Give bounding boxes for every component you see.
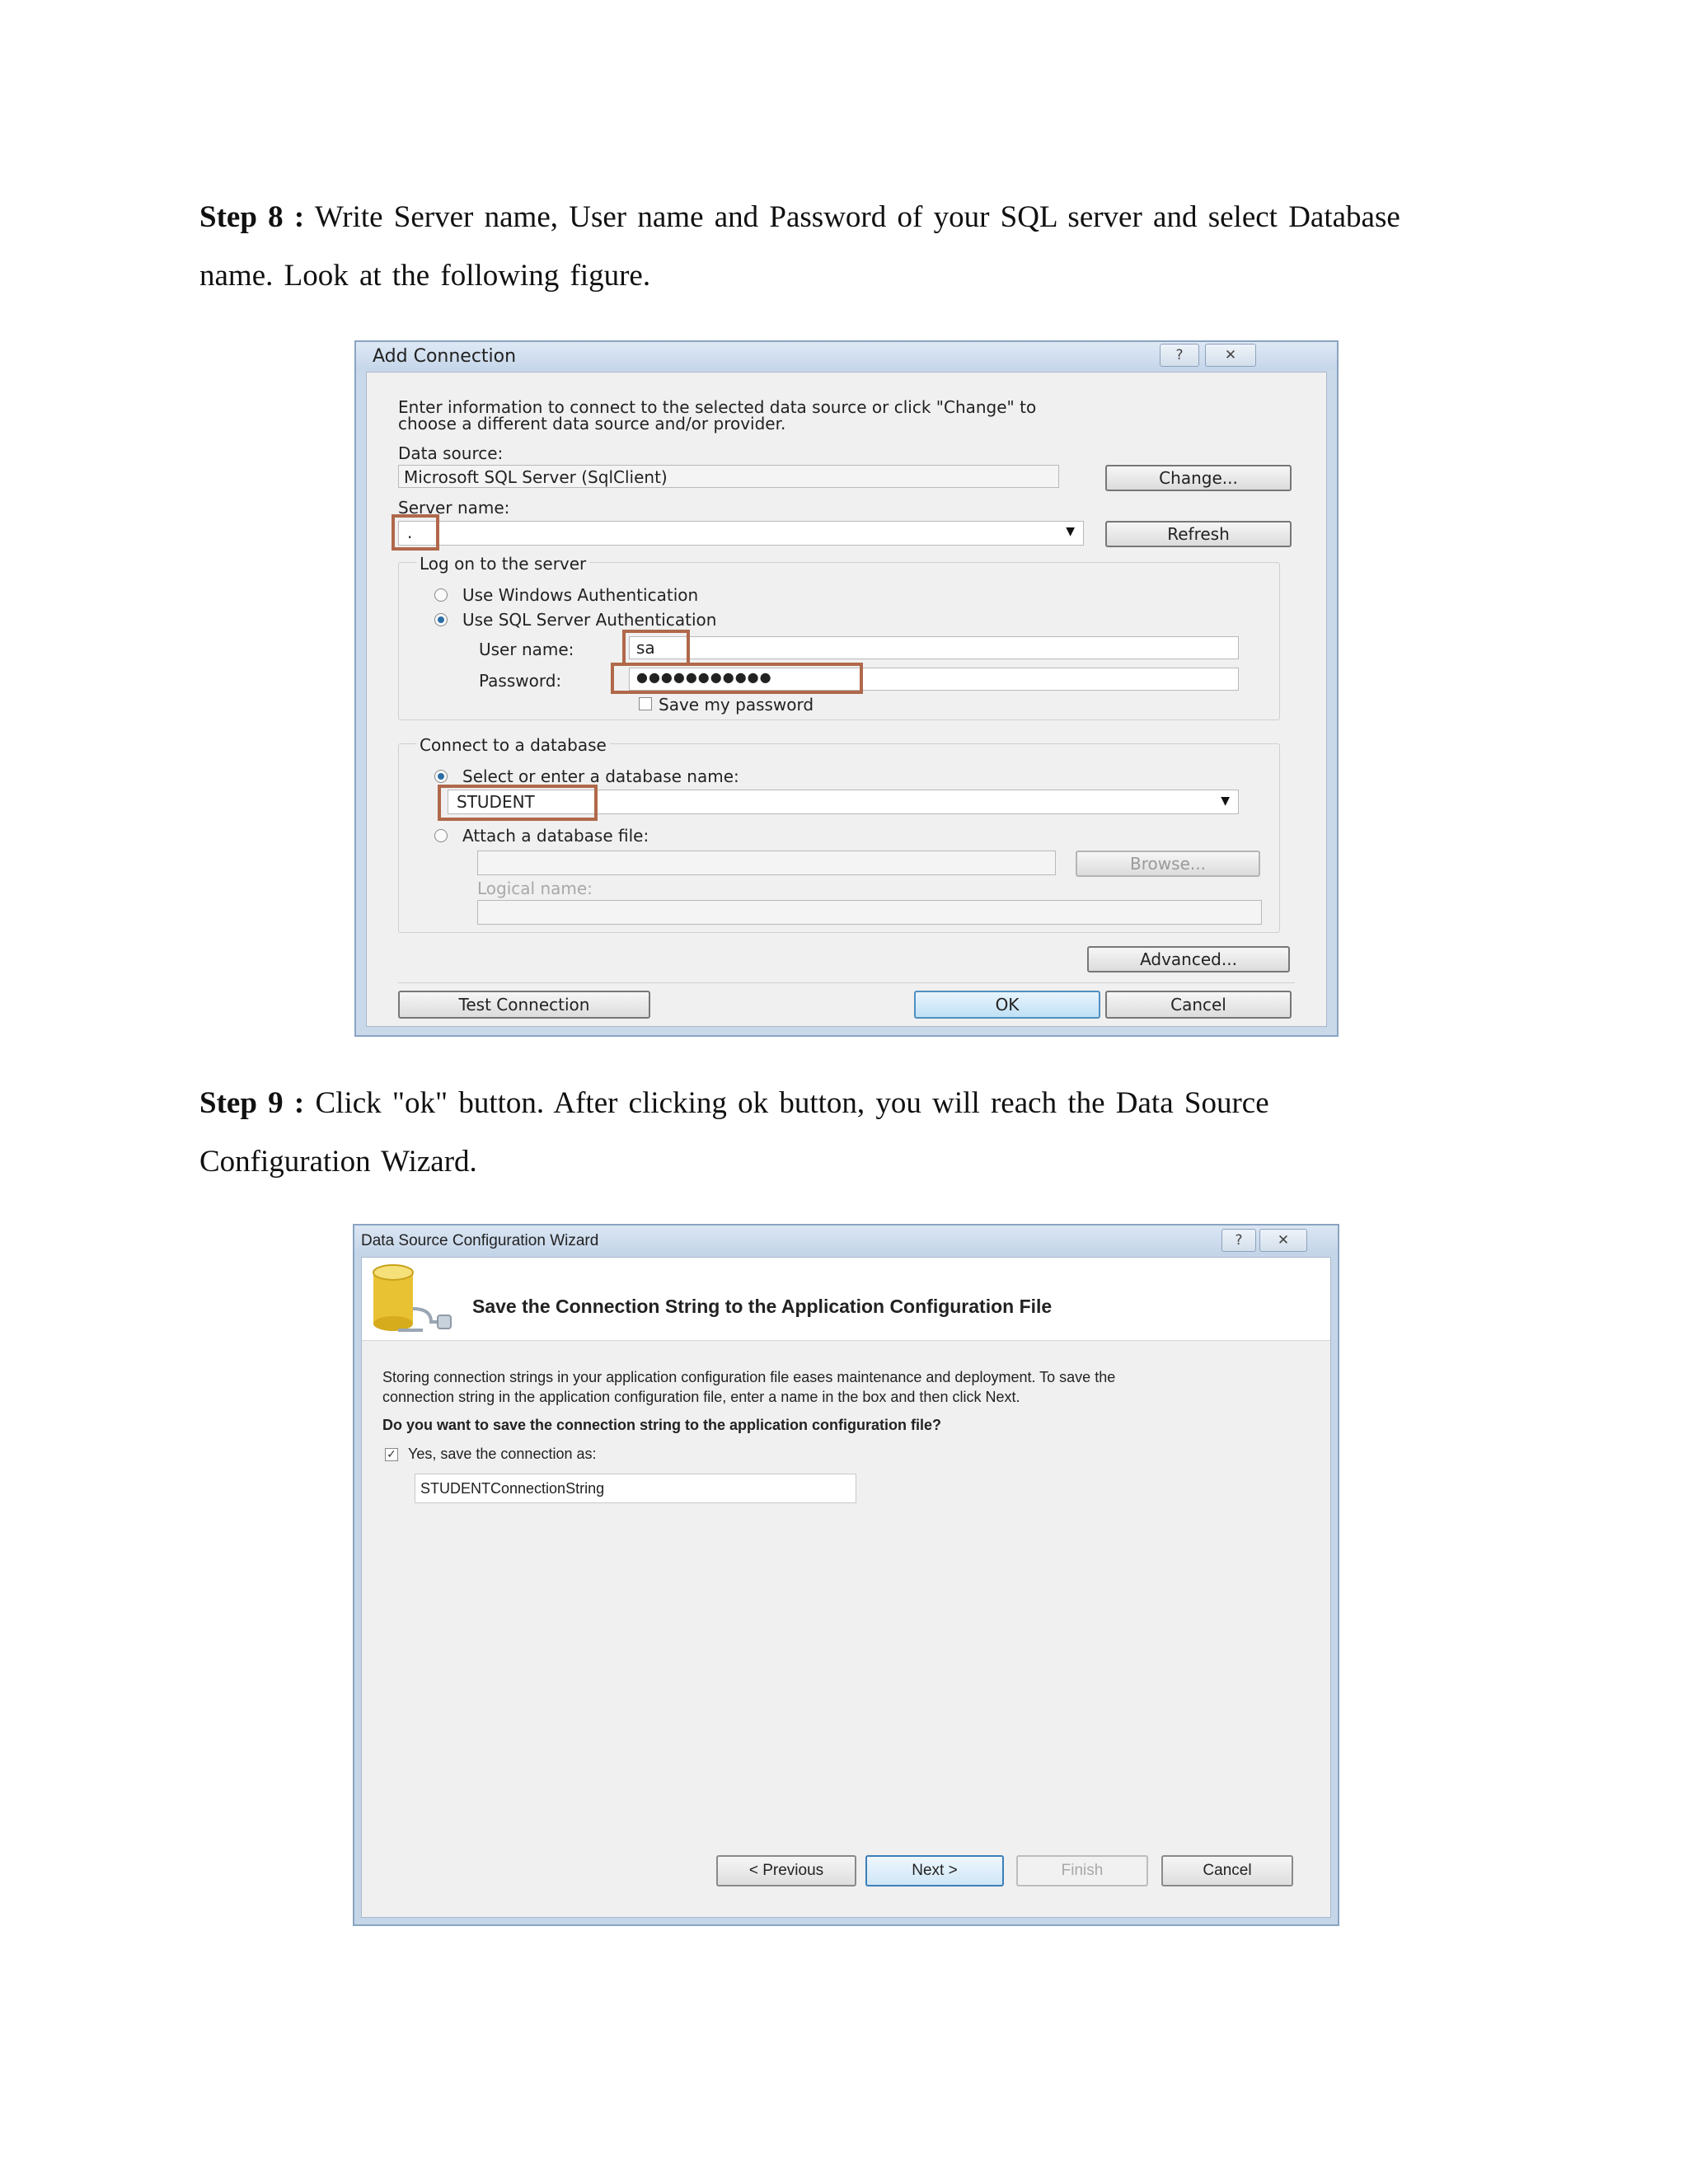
connection-name-value: STUDENTConnectionString: [420, 1480, 605, 1497]
step8-line1: Write Server name, User name and Password of your SQL server and select Database: [304, 200, 1400, 234]
connection-name-input[interactable]: [415, 1474, 856, 1503]
step9-line1: Click "ok" button. After clicking ok button, you will reach the Data Source: [304, 1086, 1269, 1120]
wizard-title: Data Source Configuration Wizard: [361, 1232, 599, 1249]
save-connection-label: Yes, save the connection as:: [408, 1446, 597, 1462]
connect-group-label: Connect to a database: [416, 735, 610, 755]
title-bar: [356, 342, 1337, 370]
server-name-combo[interactable]: [398, 521, 1084, 546]
chevron-down-icon[interactable]: ▼: [1066, 525, 1075, 538]
save-password-checkbox[interactable]: [639, 697, 652, 710]
title-bar: [354, 1226, 1338, 1255]
cancel-button[interactable]: Cancel: [1161, 1855, 1293, 1886]
dialog-client-area: [366, 372, 1327, 1027]
ok-button[interactable]: OK: [914, 991, 1100, 1019]
windows-auth-radio[interactable]: [434, 588, 448, 602]
step9-line2: Configuration Wizard.: [199, 1145, 477, 1179]
database-highlight: [438, 785, 598, 821]
step8-line2: name. Look at the following figure.: [199, 259, 651, 293]
server-name-highlight: [392, 514, 439, 551]
wizard-heading: Save the Connection String to the Application Configuration File: [472, 1296, 1053, 1317]
password-label: Password:: [479, 671, 562, 691]
password-highlight: [611, 663, 863, 694]
step8-paragraph: [199, 188, 1469, 305]
save-password-label: Save my password: [659, 695, 814, 715]
attach-file-radio[interactable]: [434, 829, 448, 842]
select-db-radio[interactable]: [434, 770, 448, 783]
previous-button[interactable]: < Previous: [716, 1855, 856, 1886]
data-source-wizard-dialog: [353, 1224, 1339, 1926]
sql-auth-radio[interactable]: [434, 613, 448, 626]
user-name-value: sa: [636, 638, 655, 658]
save-connection-checkbox[interactable]: ✓: [385, 1448, 398, 1461]
database-value: STUDENT: [457, 792, 535, 812]
data-source-value: Microsoft SQL Server (SqlClient): [404, 467, 668, 487]
logon-group-label: Log on to the server: [416, 554, 589, 574]
windows-auth-label: Use Windows Authentication: [462, 585, 699, 605]
user-name-highlight: [622, 630, 690, 666]
intro-line2: choose a different data source and/or provider.: [398, 414, 786, 434]
database-icon: [368, 1259, 459, 1338]
cancel-button[interactable]: Cancel: [1105, 991, 1292, 1019]
finish-button[interactable]: Finish: [1016, 1855, 1148, 1886]
attach-file-label: Attach a database file:: [462, 826, 649, 846]
wizard-banner: [362, 1258, 1330, 1341]
wizard-client-area: [361, 1257, 1331, 1918]
attach-file-input[interactable]: [477, 851, 1056, 875]
user-name-input[interactable]: [629, 636, 1239, 659]
logical-name-input[interactable]: [477, 900, 1262, 925]
server-name-label: Server name:: [398, 498, 510, 518]
data-source-field: [398, 465, 1059, 488]
user-name-label: User name:: [479, 640, 574, 659]
next-button[interactable]: Next >: [865, 1855, 1004, 1886]
help-button[interactable]: ?: [1221, 1229, 1256, 1252]
chevron-down-icon[interactable]: ▼: [1221, 794, 1230, 808]
dialog-title: Add Connection: [373, 346, 517, 367]
help-button[interactable]: ?: [1160, 344, 1199, 367]
description-line2: connection string in the application configuration file, enter a name in the box and then click Next.: [382, 1389, 1020, 1405]
refresh-button[interactable]: Refresh: [1105, 521, 1292, 547]
change-button[interactable]: Change...: [1105, 465, 1292, 491]
step9-label: Step 9 :: [199, 1086, 305, 1120]
close-button[interactable]: ✕: [1259, 1229, 1307, 1252]
add-connection-dialog: [354, 340, 1339, 1037]
description-line1: Storing connection strings in your application configuration file eases maintenance and deployment. To save the: [382, 1369, 1116, 1385]
browse-button[interactable]: Browse...: [1076, 851, 1260, 877]
sql-auth-label: Use SQL Server Authentication: [462, 610, 717, 630]
password-value: ●●●●●●●●●●●: [636, 669, 772, 685]
step8-label: Step 8 :: [199, 200, 305, 234]
test-connection-button[interactable]: Test Connection: [398, 991, 650, 1019]
footer-separator: [398, 982, 1295, 983]
server-name-value: .: [407, 523, 413, 542]
intro-line1: Enter information to connect to the selected data source or click "Change" to: [398, 397, 1037, 417]
data-source-label: Data source:: [398, 443, 504, 463]
advanced-button[interactable]: Advanced...: [1087, 946, 1290, 972]
step9-paragraph: [199, 1074, 1469, 1191]
logical-name-label: Logical name:: [477, 879, 593, 898]
close-button[interactable]: ✕: [1205, 344, 1256, 367]
save-question: Do you want to save the connection string to the application configuration file?: [382, 1417, 942, 1433]
select-db-label: Select or enter a database name:: [462, 766, 739, 786]
